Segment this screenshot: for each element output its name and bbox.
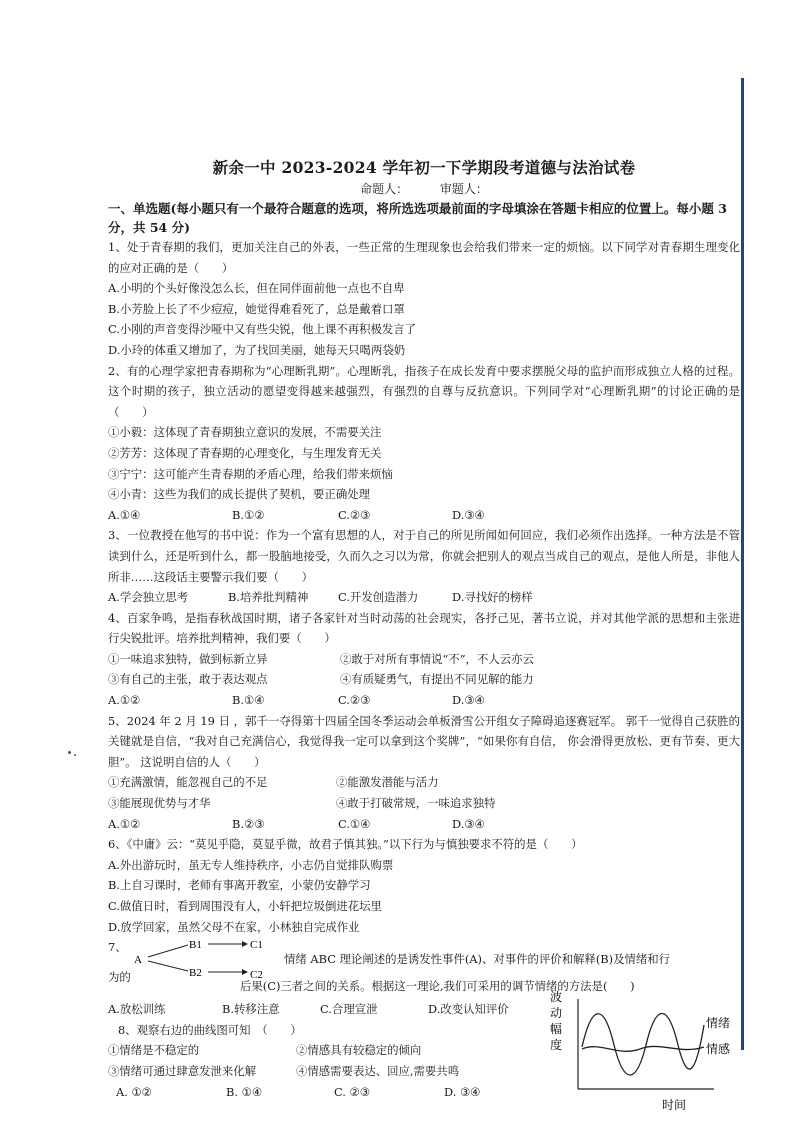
question-2 [108,361,740,526]
y-axis-label-4: 度 [550,1038,563,1053]
question-8 [108,990,740,1121]
question-stem: 1、处于青春期的我们，更加关注自己的外表，一些正常的生理现象也会给我们带来一定的烦恼。以下同学对青春期生理变化的应对正确的是（ ） [108,240,740,275]
statement-1: ①小毅：这体现了青春期独立意识的发展，不需要关注 [108,425,382,440]
option-c: C.②③ [338,693,371,708]
node-c2: C2 [250,969,263,982]
page-edge-line [741,78,744,1050]
question-stem: 4、百家争鸣，是指春秋战国时期，诸子各家针对当时动荡的社会现实，各抒己见，著书立说，并对其他学派的思想和主张进行尖锐批评。培养批判精神，我们要（ ） [108,610,740,646]
emotion-curve-graph [548,985,740,1121]
q7-option-a: A.放松训练 [108,1002,166,1017]
option-a: A.①② [108,816,141,831]
option-c: C.①④ [338,816,371,831]
question-stem: 5、2024 年 2 月 19 日 ，郭千一夺得第十四届全国冬季运动会单板滑雪公开组女子障碍追逐赛冠军。 郭千一觉得自己获胜的关键就是自信，“我对自己充满信心，我觉得我一定可以拿到这个奖牌”，“如果你有自信， 你会滑得更放松、更有节奏、更大胆”。 这说明自信的人（ ） [108,713,740,769]
q7-option-d: D.改变认知评价 [428,1002,509,1017]
statements-row [108,793,740,814]
option-b: B.①④ [232,693,265,708]
q7-option-c: C.合理宣泄 [320,1002,378,1017]
statement-2: ②芳芳：这体现了青春期的心理变化，与生理发育无关 [108,445,382,460]
option-a: A.外出游玩时，虽无专人维持秩序，小志仍自觉排队购票 [108,857,394,872]
statement-2: ②能激发潜能与活力 [336,775,439,790]
section-heading: 一、单选题(每小题只有一个最符合题意的选项，将所选选项最前面的字母填涂在答题卡相应的位置上。每小题 3 分，共 54 分) [108,201,727,235]
statement-4: ④小青：这些为我们的成长提供了契机，要正确处理 [108,487,370,502]
question-stem: 6、《中庸》云：“莫见乎隐，莫显乎微，故君子慎其独。”以下行为与慎独要求不符的是（ ） [108,837,583,852]
option-d: D. ③④ [444,1084,481,1099]
option-b: B.培养批判精神 [228,590,309,605]
question-stem-part3: 后果(C)三者之间的关系。根据这一理论,我们可采用的调节情绪的方法是( ) [240,979,635,994]
statement-3: ③能展现优势与才华 [108,796,211,811]
question-3 [108,525,740,607]
options-row [108,1082,548,1103]
option-a: A.①② [108,693,141,708]
question-5 [108,711,740,835]
arrowhead-c1 [242,941,248,947]
statement-1: ①一味追求独特，做到标新立异 [108,651,268,666]
option-b: B.①② [232,507,265,522]
legend-feeling: 情感 [706,1042,731,1057]
options-row [108,999,548,1020]
option-b: B.②③ [232,816,265,831]
setter-label: 命题人： [360,182,409,196]
reviewer-label: 审题人： [439,182,488,196]
statement-2: ②敢于对所有事情说“不”，不人云亦云 [340,651,534,666]
option-c: C.②③ [338,507,371,522]
y-axis-label-2: 动 [550,1006,563,1021]
question-number: 7、 [108,940,127,955]
y-axis-label-1: 波 [550,990,563,1005]
question-6 [108,834,740,937]
option-a: A.学会独立思考 [108,590,189,605]
node-b1: B1 [189,939,202,952]
statement-3: ③有自己的主张，敢于表达观点 [108,672,268,687]
y-axis-label-3: 幅 [550,1022,563,1037]
scan-speck [74,754,76,756]
question-1 [108,237,740,361]
statement-4: ④有质疑勇气，有提出不同见解的能力 [340,672,534,687]
statement-1: ①情绪是不稳定的 [108,1043,200,1058]
option-c: C.开发创造潜力 [338,590,419,605]
options-row [108,690,740,711]
option-c: C.做值日时，看到周围没有人，小轩把垃圾倒进花坛里 [108,899,382,913]
feeling-curve [582,1047,704,1052]
option-c: C. ②③ [334,1084,370,1099]
author-line [108,180,740,197]
option-a: A.①④ [108,507,141,522]
option-b: B.上自习课时，老师有事离开教室，小蒙仍安静学习 [108,878,371,893]
arrow-a-b2 [148,961,188,971]
abc-diagram [132,937,272,981]
option-d: D.③④ [452,816,485,831]
x-axis-label: 时间 [662,1098,687,1113]
emotion-curve [582,1014,704,1076]
statements-row [108,1061,548,1082]
arrow-a-b1 [148,945,188,957]
statement-3: ③宁宁：这可能产生青春期的矛盾心理，给我们带来烦恼 [108,466,393,481]
scan-speck [68,751,71,754]
option-c: C.小刚的声音变得沙哑中又有些尖锐，他上课不再积极发言了 [108,322,417,337]
option-b: B. ①④ [226,1084,263,1099]
options-row [108,587,740,608]
arrowhead-c2 [242,969,248,975]
statements-row [108,669,740,690]
question-stem: 2、有的心理学家把青春期称为“心理断乳期”。心理断乳，指孩子在成长发育中要求摆脱父母的监护而形成独立人格的过程。这个时期的孩子，独立活动的愿望变得越来越强烈，有强烈的自尊与反抗意识。下列同学对“心理断乳期”的讨论正确的是（ ） [108,363,740,419]
option-a: A. ①② [116,1084,152,1099]
option-d: D.寻找好的榜样 [452,590,533,605]
exam-title: 新余一中 2023-2024 学年初一下学期段考道德与法治试卷 [212,158,636,177]
statement-1: ①充满激情，能忽视自己的不足 [108,775,268,790]
node-a: A [134,954,142,967]
option-d: D.放学回家，虽然父母不在家，小林独自完成作业 [108,919,360,934]
question-stem: 8、观察右边的曲线图可知 （ ） [118,1022,302,1037]
exam-paper [108,156,740,1121]
option-a: A.小明的个头好像没怎么长，但在同伴面前他一点也不自卑 [108,281,405,296]
statement-2: ②情感具有较稳定的倾向 [296,1043,422,1058]
question-stem-part1: 情绪 ABC 理论阐述的是诱发性事件(A)、对事件的评价和解释(B)及情绪和行 [284,952,671,967]
question-stem: 3、一位教授在他写的书中说：作为一个富有思想的人，对于自己的所见所闻如何回应，我们必须作出选择。一种方法是不管读到什么，还是听到什么，都一股脑地接受，久而久之习以为常，你就会把别人的观点当成自己的观点，是他人所是，非他人所非……这段话主要警示我们要（ ） [108,528,740,584]
options-row [108,814,740,835]
statement-4: ④情感需要表达、回应,需要共鸣 [296,1063,460,1078]
statements-row [108,649,740,670]
q7-option-b: B.转移注意 [222,1002,280,1017]
node-b2: B2 [189,967,202,980]
node-c1: C1 [250,939,263,952]
option-d: D.小玲的体重又增加了，为了找回美丽，她每天只喝两袋奶 [108,342,406,357]
statement-3: ③情绪可通过肆意发泄来化解 [108,1063,257,1078]
statements-row [108,1040,548,1061]
option-d: D.③④ [452,507,485,522]
options-row [108,505,740,526]
question-4 [108,608,740,711]
question-stem-part2: 为的 [108,970,131,985]
legend-emotion: 情绪 [706,1016,731,1031]
question-8-text [108,999,548,1102]
statement-4: ④敢于打破常规，一味追求独特 [336,796,496,811]
option-d: D.③④ [452,693,485,708]
option-b: B.小芳脸上长了不少痘痘，她觉得难看死了，总是戴着口罩 [108,301,405,316]
statements-row [108,772,740,793]
